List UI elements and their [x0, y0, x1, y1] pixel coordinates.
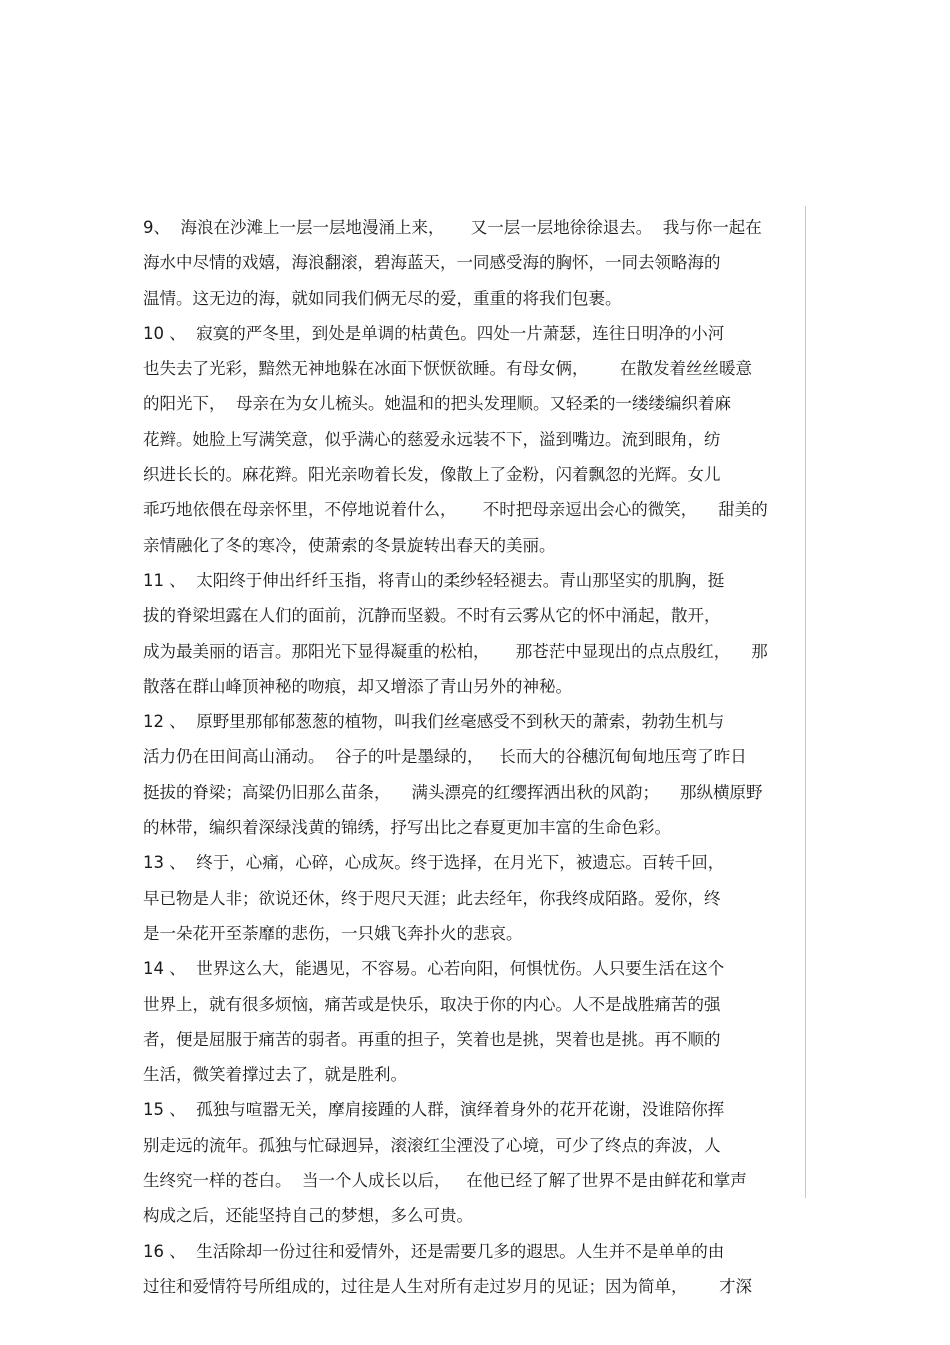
- text-line: 拔的脊梁坦露在人们的面前，沉静而坚毅。不时有云雾从它的怀中涌起，散开，: [143, 606, 721, 626]
- text-line: 的林带，编织着深绿浅黄的锦绣，抒写出比之春夏更加丰富的生命色彩。: [143, 818, 671, 838]
- text-line: 15 、 孤独与喧嚣无关，摩肩接踵的人群，演绎着身外的花开花谢，没谁陪你挥: [143, 1100, 725, 1120]
- body-text: [143, 210, 805, 1304]
- text-line: 10 、 寂寞的严冬里，到处是单调的枯黄色。四处一片萧瑟，连往日明净的小河: [143, 323, 725, 343]
- text-line: 9、 海浪在沙滩上一层一层地漫涌上来， 又一层一层地徐徐退去。 我与你一起在: [143, 218, 762, 237]
- text-line: 16 、 生活除却一份过往和爱情外，还是需要几多的遐思。人生并不是单单的由: [143, 1241, 725, 1261]
- text-line: 亲情融化了冬的寒冷，使萧索的冬景旋转出春天的美丽。: [143, 535, 556, 555]
- text-line: 乖巧地依偎在母亲怀里，不停地说着什么， 不时把母亲逗出会心的微笑， 甜美的: [143, 500, 768, 520]
- text-line: 温情。这无边的海，就如同我们俩无尽的爱，重重的将我们包裹。: [143, 288, 622, 308]
- page-margin-rule: [805, 206, 806, 1198]
- text-line: 过往和爱情符号所组成的，过往是人生对所有走过岁月的见证；因为简单， 才深: [143, 1276, 752, 1296]
- text-line: 构成之后，还能坚持自己的梦想，多么可贵。: [143, 1206, 473, 1226]
- text-line: 11 、 太阳终于伸出纤纤玉指，将青山的柔纱轻轻褪去。青山那坚实的肌胸，挺: [143, 570, 725, 590]
- text-line: 13 、 终于，心痛，心碎，心成灰。终于选择，在月光下，被遗忘。百转千回，: [143, 853, 725, 873]
- text-line: 织进长长的。麻花辫。阳光亲吻着长发，像散上了金粉，闪着飘忽的光辉。女儿: [143, 465, 721, 485]
- text-line: 者，便是屈服于痛苦的弱者。再重的担子，笑着也是挑，哭着也是挑。再不顺的: [143, 1029, 721, 1049]
- text-line: 挺拔的脊梁；高粱仍旧那么苗条， 满头漂亮的红缨挥洒出秋的风韵； 那纵横原野: [143, 782, 763, 802]
- text-line: 12 、 原野里那郁郁葱葱的植物，叫我们丝毫感受不到秋天的萧索，勃勃生机与: [143, 712, 725, 732]
- text-line: 成为最美丽的语言。那阳光下显得凝重的松柏， 那苍茫中显现出的点点殷红， 那: [143, 641, 768, 661]
- text-line: 活力仍在田间高山涌动。 谷子的叶是墨绿的， 长而大的谷穗沉甸甸地压弯了昨日: [143, 747, 747, 767]
- text-line: 海水中尽情的戏嬉，海浪翻滚，碧海蓝天，一同感受海的胸怀，一同去领略海的: [143, 253, 721, 273]
- text-line: 生活，微笑着撑过去了，就是胜利。: [143, 1065, 407, 1085]
- text-line: 花辫。她脸上写满笑意，似乎满心的慈爱永远装不下，溢到嘴边。流到眼角，纺: [143, 429, 721, 449]
- text-line: 14 、 世界这么大，能遇见，不容易。心若向阳，何惧忧伤。人只要生活在这个: [143, 959, 725, 979]
- text-line: 的阳光下， 母亲在为女儿梳头。她温和的把头发理顺。又轻柔的一缕缕编织着麻: [143, 394, 731, 414]
- text-line: 散落在群山峰顶神秘的吻痕，却又增添了青山另外的神秘。: [143, 676, 572, 696]
- text-line: 世界上，就有很多烦恼，痛苦或是快乐，取决于你的内心。人不是战胜痛苦的强: [143, 994, 721, 1014]
- text-line: 是一朵花开至荼靡的悲伤，一只娥飞奔扑火的悲哀。: [143, 923, 523, 943]
- text-line: 生终究一样的苍白。 当一个人成长以后， 在他已经了解了世界不是由鲜花和掌声: [143, 1171, 747, 1191]
- text-line: 也失去了光彩，黯然无神地躲在冰面下恹恹欲睡。有母女俩， 在散发着丝丝暖意: [143, 359, 752, 379]
- text-line: 别走远的流年。孤独与忙碌迥异，滚滚红尘湮没了心境，可少了终点的奔波，人: [143, 1135, 721, 1155]
- text-line: 早已物是人非；欲说还休，终于咫尺天涯；此去经年，你我终成陌路。爱你，终: [143, 888, 721, 908]
